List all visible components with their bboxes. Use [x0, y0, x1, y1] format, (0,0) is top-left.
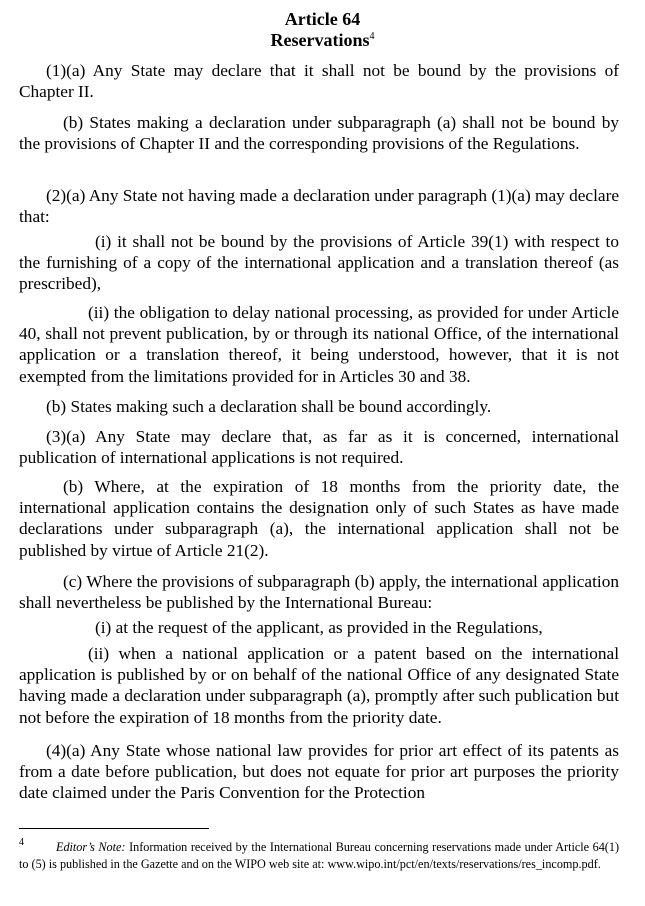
para-3c-i: (i) at the request of the applicant, as provided in the Regulations,	[95, 618, 543, 637]
para-2a-ii: (ii) the obligation to delay national processing, as provided for under Article 40, shall not prevent publication, by or through its national Office, of the international application or a translation thereof, it being understood, however, that it is not exempted from the limitations provided for in Articles 30 and 38.	[19, 303, 619, 386]
para-3b: (b) Where, at the expiration of 18 months from the priority date, the international application contains the designation only of such States as have made declarations under subparagraph (a), the international application shall not be published by virtue of Article 21(2).	[19, 477, 619, 560]
para-2a-i: (i) it shall not be bound by the provisions of Article 39(1) with respect to the furnishing of a copy of the international application and a translation thereof (as prescribed),	[19, 232, 619, 294]
footnote-divider	[19, 828, 209, 829]
para-3a: (3)(a) Any State may declare that, as far as it is concerned, international publication of international applications is not required.	[19, 427, 619, 468]
article-number: Article 64	[284, 9, 361, 29]
para-2b: (b) States making such a declaration shall be bound accordingly.	[46, 397, 492, 416]
footnote-text: Information received by the International Bureau concerning reservations made under Article 64(1) to (5) is published in the Gazette and on the WIPO web site at: www.wipo.int/pct/en/texts/reservations/res_incomp.pdf.	[19, 840, 620, 871]
footnote	[19, 839, 619, 872]
article-title-text: Reservations	[270, 30, 370, 50]
para-2a: (2)(a) Any State not having made a declaration under paragraph (1)(a) may declare that:	[19, 186, 619, 227]
para-3c-ii: (ii) when a national application or a patent based on the international application is published by or on behalf of the national Office of any designated State having made a declaration under subparagraph (a), promptly after such publication but not before the expiration of 18 months from the priority date.	[19, 644, 619, 727]
para-1a: (1)(a) Any State may declare that it shall not be bound by the provisions of Chapter II.	[19, 61, 619, 102]
footnote-label: Editor’s Note:	[56, 840, 126, 854]
para-3c: (c) Where the provisions of subparagraph (b) apply, the international application shall nevertheless be published by the International Bureau:	[19, 572, 619, 613]
para-1b: (b) States making a declaration under subparagraph (a) shall not be bound by the provisions of Chapter II and the corresponding provisions of the Regulations.	[19, 113, 619, 154]
article-title	[0, 30, 645, 50]
footnote-number: 4	[19, 837, 24, 848]
para-4a: (4)(a) Any State whose national law provides for prior art effect of its patents as from a date before publication, but does not equate for prior art purposes the priority date claimed under the Paris Convention for the Protection	[19, 741, 619, 803]
footnote-reference: 4	[369, 31, 375, 42]
